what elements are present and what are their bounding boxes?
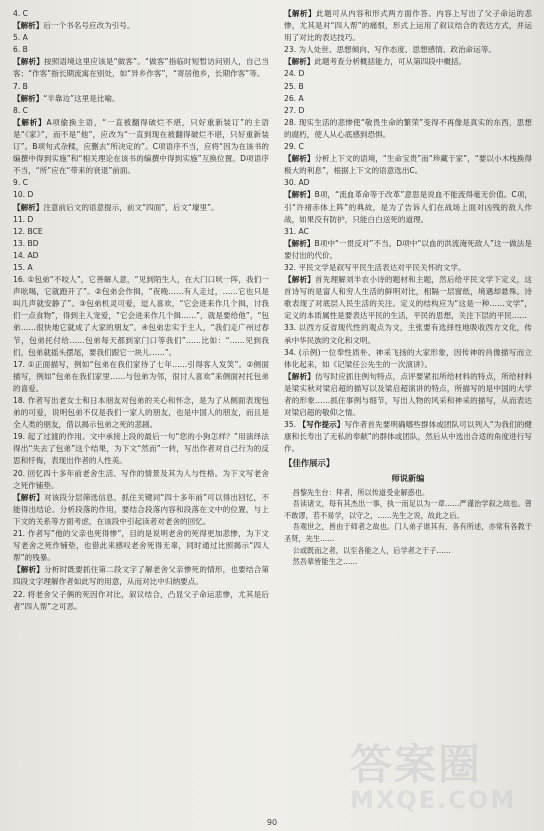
item-text: A项偷换主语，“一直被翻得破烂不堪，只好重新装订”的主语是“《家》”，而不是“他”，应改为“一直到现在被翻得破烂不堪，只好重新装订”。B项句式杂糅，应删去“所决定的”。C项语序不当，应将“因为在该书的编撰中得到实施”和“相关理论在该书的编撰中得到实施”互换位置。D项语序不当，“所”应在“带来的衰退”前面。 (13, 117, 270, 176)
right_column-item (284, 226, 532, 238)
item-text: 仿写时应抓住例句特点，点评要紧扣所给材料的特点，所给材料是梁实秋对梁启超的描写以及梁启超演讲的特点，所描写的是中国的大学者的形象……抓住事例与细节，写出人物的风采和神采的描写，从而表达对梁启超的敬仰之情。 (284, 371, 533, 418)
right_column-item (284, 322, 532, 346)
item-text: B项，“流血革命等于改革”意思是说血不能流得毫无价值。C项，引“许褚赤体上阵”的典故，是为了告诉人们在战场上面对凶残的敌人作战，如果没有防护，只能白白送死的道理。 (284, 190, 532, 224)
left_column-item (13, 359, 269, 395)
analysis-tag: 【解析】 (284, 57, 315, 67)
letter-paragraph: 吾读诸文，每有其杰出一事，执一而足以为一章……严谨治学叙之故也。曾不敢谬，若不易学，以守之，……先生之说，故此之后。 (284, 499, 532, 520)
left_column-item (13, 431, 269, 467)
item-text: 24. D (284, 69, 305, 79)
item-text: 5. A (13, 33, 28, 43)
item-text: 分析上下文的语境，“生命宝贵”而“珍藏于家”，“要以小木栈换得极大的利息”，根据上下文的语意选出C。 (284, 154, 532, 176)
right_column-item (284, 153, 532, 177)
item-text: 分析时既要抓住第二段文字了解老舍父亲惨死的情形，也要结合第四段文字理解作者如此写的用意，从而对比中归纳要点。 (13, 565, 270, 587)
item-text: 29. C (284, 142, 304, 152)
left_column-item (13, 274, 269, 359)
item-text: 注意前后文的语意提示，前文“四面”，后文“壕里”。 (43, 202, 219, 212)
item-text: 按照语境这里应该是“做客”。“做客”指临时短暂访问别人，自己当客；“作客”指长期流寓在别处，如“异乡作客”，“寄居他乡，长期作客”等。 (13, 57, 270, 79)
item-text: 9. C (13, 178, 28, 188)
item-text: 7. B (13, 81, 28, 91)
item-text: 对该段分层筛选信息，抓住关键词“四十多年前”可以得出回忆，不能得出结论。分析段落的作用，要结合段落内容和段落在文中的位置，与上下文的关系等方面考虑，在该段中引起读者对老舍的回忆。 (13, 492, 269, 526)
item-text: 16. ①包弟“不咬人”，它善解人意，“见到陌生人，在大门口吠一阵，我们一声吆喝，它就跑开了”。②包弟会作揖，“夜晚……有人走过，……它也只是叫几声就安静了”。③包弟机灵可爱，逗人喜欢，“它会进来作几个揖，讨我们一点食物”，得到主人宠爱，“它会进来作几个揖……”，就是要给他”，“包弟……很快地它就成了大家的朋友”。④包弟忠实于主人，“我们走广州过春节，包弟托付给……包弟每天都到家门口等我们”……比如：“……见到我们，包弟就摇头摆尾，要我们跟它一块儿……”。 (13, 275, 269, 357)
item-text: 27. D (284, 105, 305, 115)
right_column-item (284, 274, 532, 322)
item-text: 此题考查分析概括能力，可从第四段中概括。 (314, 57, 467, 67)
item-text: 25. B (284, 81, 304, 91)
analysis-tag: 【解析】 (13, 57, 44, 67)
watermark-logo: 答案圈 MXQE.COM (350, 740, 517, 814)
analysis-tag: 【解析】 (13, 492, 44, 502)
item-text: 34. (示例)一位奉性质朴、神采飞扬的大家形象，因传神的肖像描写而立体化起来，如《记梁任公先生的一次演讲》。 (284, 347, 532, 369)
left_column-item (13, 468, 269, 492)
right_column-item (284, 93, 532, 105)
item-text: “半靠边”这里是比喻。 (43, 93, 120, 103)
writing-tip-tag: 【写作提示】 (298, 420, 345, 430)
right_column-item (284, 44, 532, 56)
item-text: 19. 起了过渡的作用。文中承接上段的最后一句“您的小狗怎样？”用演绎法得出“失去了包弟”这个结果，为下文“然而”一转，写出作者对自己行为的反思和忏悔，表现出作者的人性美。 (13, 432, 269, 466)
right_column-item (284, 189, 532, 225)
right-column (284, 8, 532, 568)
item-text: 后一个书名号应改为引号。 (43, 21, 135, 31)
item-text: 18. 作者写出老女士和日本朋友对包弟的关心和怀念，是为了从侧面表现包弟的可爱，说明包弟不仅是我们一家人的朋友，也是中国人的朋友，而且是全人类的朋友，借以揭示包弟之死的悲剧。 (13, 396, 269, 430)
item-text: 32. 平民文学是叙写平民生活表达对平民关怀的文学。 (284, 262, 466, 272)
item-text: 13. BD (13, 238, 39, 248)
analysis-tag: 【解析】 (13, 565, 45, 575)
analysis-tag: 【解析】 (284, 190, 315, 200)
right_column-item (284, 68, 532, 80)
left_column-item (13, 226, 269, 238)
letter-title: 师说新编 (391, 472, 425, 483)
analysis-tag: 【解析】 (284, 371, 316, 381)
item-text: 26. A (284, 93, 304, 103)
item-text: 33. 以西方反省现代性的观点为文，主张要有选择性地吸收西方文化，传承中华民族的文化和文明。 (284, 323, 532, 345)
item-text: 写作者首先要明确哪些群体或团队可以列入“为我们的健康和长寿出了无私的奉献”的群体或团队，然后从中选出合适的角度进行写作。 (284, 420, 532, 454)
page-number: 90 (266, 818, 278, 827)
right_column-item (284, 238, 532, 262)
left_column-item (13, 44, 269, 56)
left_column-item (13, 117, 269, 177)
left_column-item (13, 93, 269, 105)
analysis-tag: 【解析】 (13, 117, 47, 127)
right_column-item (284, 56, 532, 68)
analysis-tag: 【解析】 (13, 93, 44, 103)
analysis-tag: 【解析】 (13, 202, 44, 212)
letter-paragraph: 吾观世之，皆由于师者之故也。门人弟子谁其有，各有所述，亦常有各教于圣贤，先生…… (284, 522, 532, 544)
analysis-tag: 【解析】 (284, 154, 315, 164)
right_column-item (284, 419, 532, 455)
item-text: 17. ①正面描写，例如“包弟在我们家待了七年……引得客人发笑”。②侧面描写，例如“包弟在我们家里……与包弟为邻，很讨人喜欢”来侧面衬托包弟的喜爱。 (13, 359, 269, 393)
item-text: B项中“一贯反对”不当。D项中“以血的洪流淹死敌人”这一做法是要付出的代价。 (284, 238, 533, 260)
left_column-item (13, 214, 269, 226)
analysis-tag: 【解析】 (284, 238, 315, 248)
right-column-items (284, 8, 532, 455)
item-text: 21. 作者写“他的父亲也死得惨”，目的是说明老舍的死得更加悲惨，为下文写老舍之死作铺垫，也借此来感叹老舍死得无辜，同时通过比照揭示“四人帮”的残暴。 (13, 529, 269, 563)
item-text: 35. (284, 420, 299, 430)
left-column (13, 8, 269, 613)
item-text: 4. C (13, 9, 28, 18)
analysis-tag: 【解析】 (284, 275, 316, 285)
item-text: 14. AD (13, 250, 39, 260)
right_column-item (284, 105, 532, 117)
right_column-item (284, 371, 532, 419)
item-text: 10. D (13, 190, 34, 200)
item-text: 12. BCE (13, 226, 43, 236)
item-text: 31. AC (284, 226, 309, 236)
right_column-item (284, 262, 532, 274)
left_column-item (13, 202, 269, 214)
item-text: 28. 现实生活的悲惨使“敬畏生命的繁荣”变得不再像是真实的东西，思想的腐朽，使人从心底感到恐惧。 (284, 117, 532, 139)
letter-paragraph: 昌黎先生台：拜者，所以传道受业解惑也。 (292, 487, 430, 497)
item-text: 30. AD (284, 178, 310, 188)
right_column-item (284, 347, 532, 371)
left_column-item (13, 262, 269, 274)
letter-paragraph: 公或既而之者，以至各能之人，后学者之于子…… (292, 545, 451, 555)
left_column-item (13, 564, 269, 588)
right_column-item (284, 8, 532, 44)
left_column-item (13, 32, 269, 44)
item-text: 首先理解刘半农小诗的题材和主题，然后给平民文学下定义，这首诗写的是富人和穷人生活的鲜明对比，相隔一层窗纸，境遇却悬殊。诗歌表现了对底层人民生活的关注。定义的结构应为“这是一种……文学”，定义的本质属性是要表达平民的生活，平民的思想，关注下层的平民…… (284, 275, 533, 321)
left_column-item (13, 177, 269, 189)
item-text: 22. 将老舍父子俩的死因作对比，叙议结合，凸显父子命运悲惨，尤其是后者“四人帮”之可恶。 (13, 589, 269, 611)
left_column-item (13, 105, 269, 117)
item-text: 20. 回忆四十多年前老舍生活、写作的情景及其为人与性格。为下文写老舍之死作铺垫。 (13, 468, 269, 490)
left_column-item (13, 589, 269, 613)
left_column-item (13, 20, 269, 32)
analysis-tag: 【解析】 (284, 9, 317, 18)
left_column-item (13, 528, 269, 564)
item-text: 15. A (13, 262, 33, 272)
left_column-item (13, 8, 269, 20)
item-text: 23. 为人处世、思想倾向、写作态度、思想感情、政治命运等。 (284, 45, 496, 55)
left_column-item (13, 189, 269, 201)
left_column-item (13, 238, 269, 250)
item-text: 11. D (13, 214, 34, 224)
left_column-item (13, 56, 269, 80)
showcase-heading: 【佳作展示】 (284, 458, 335, 469)
item-text: 此题可从内容和形式两方面作答。内容上写出了父子命运的悲惨，尤其是对“四人帮”的痛恨，形式上运用了叙议结合的表达方式，并运用了对比的表达技巧。 (284, 9, 533, 43)
right_column-item (284, 81, 532, 93)
letter-body (284, 487, 532, 568)
item-text: 8. C (13, 105, 28, 115)
letter-paragraph: 然吾辈皆能生之…… (292, 557, 358, 567)
right_column-item (284, 141, 532, 153)
right_column-item (284, 177, 532, 189)
analysis-tag: 【解析】 (13, 21, 44, 31)
right_column-item (284, 117, 532, 141)
item-text: 6. B (13, 45, 28, 55)
left_column-item (13, 250, 269, 262)
left_column-item (13, 492, 269, 528)
left_column-item (13, 81, 269, 93)
left_column-item (13, 395, 269, 431)
